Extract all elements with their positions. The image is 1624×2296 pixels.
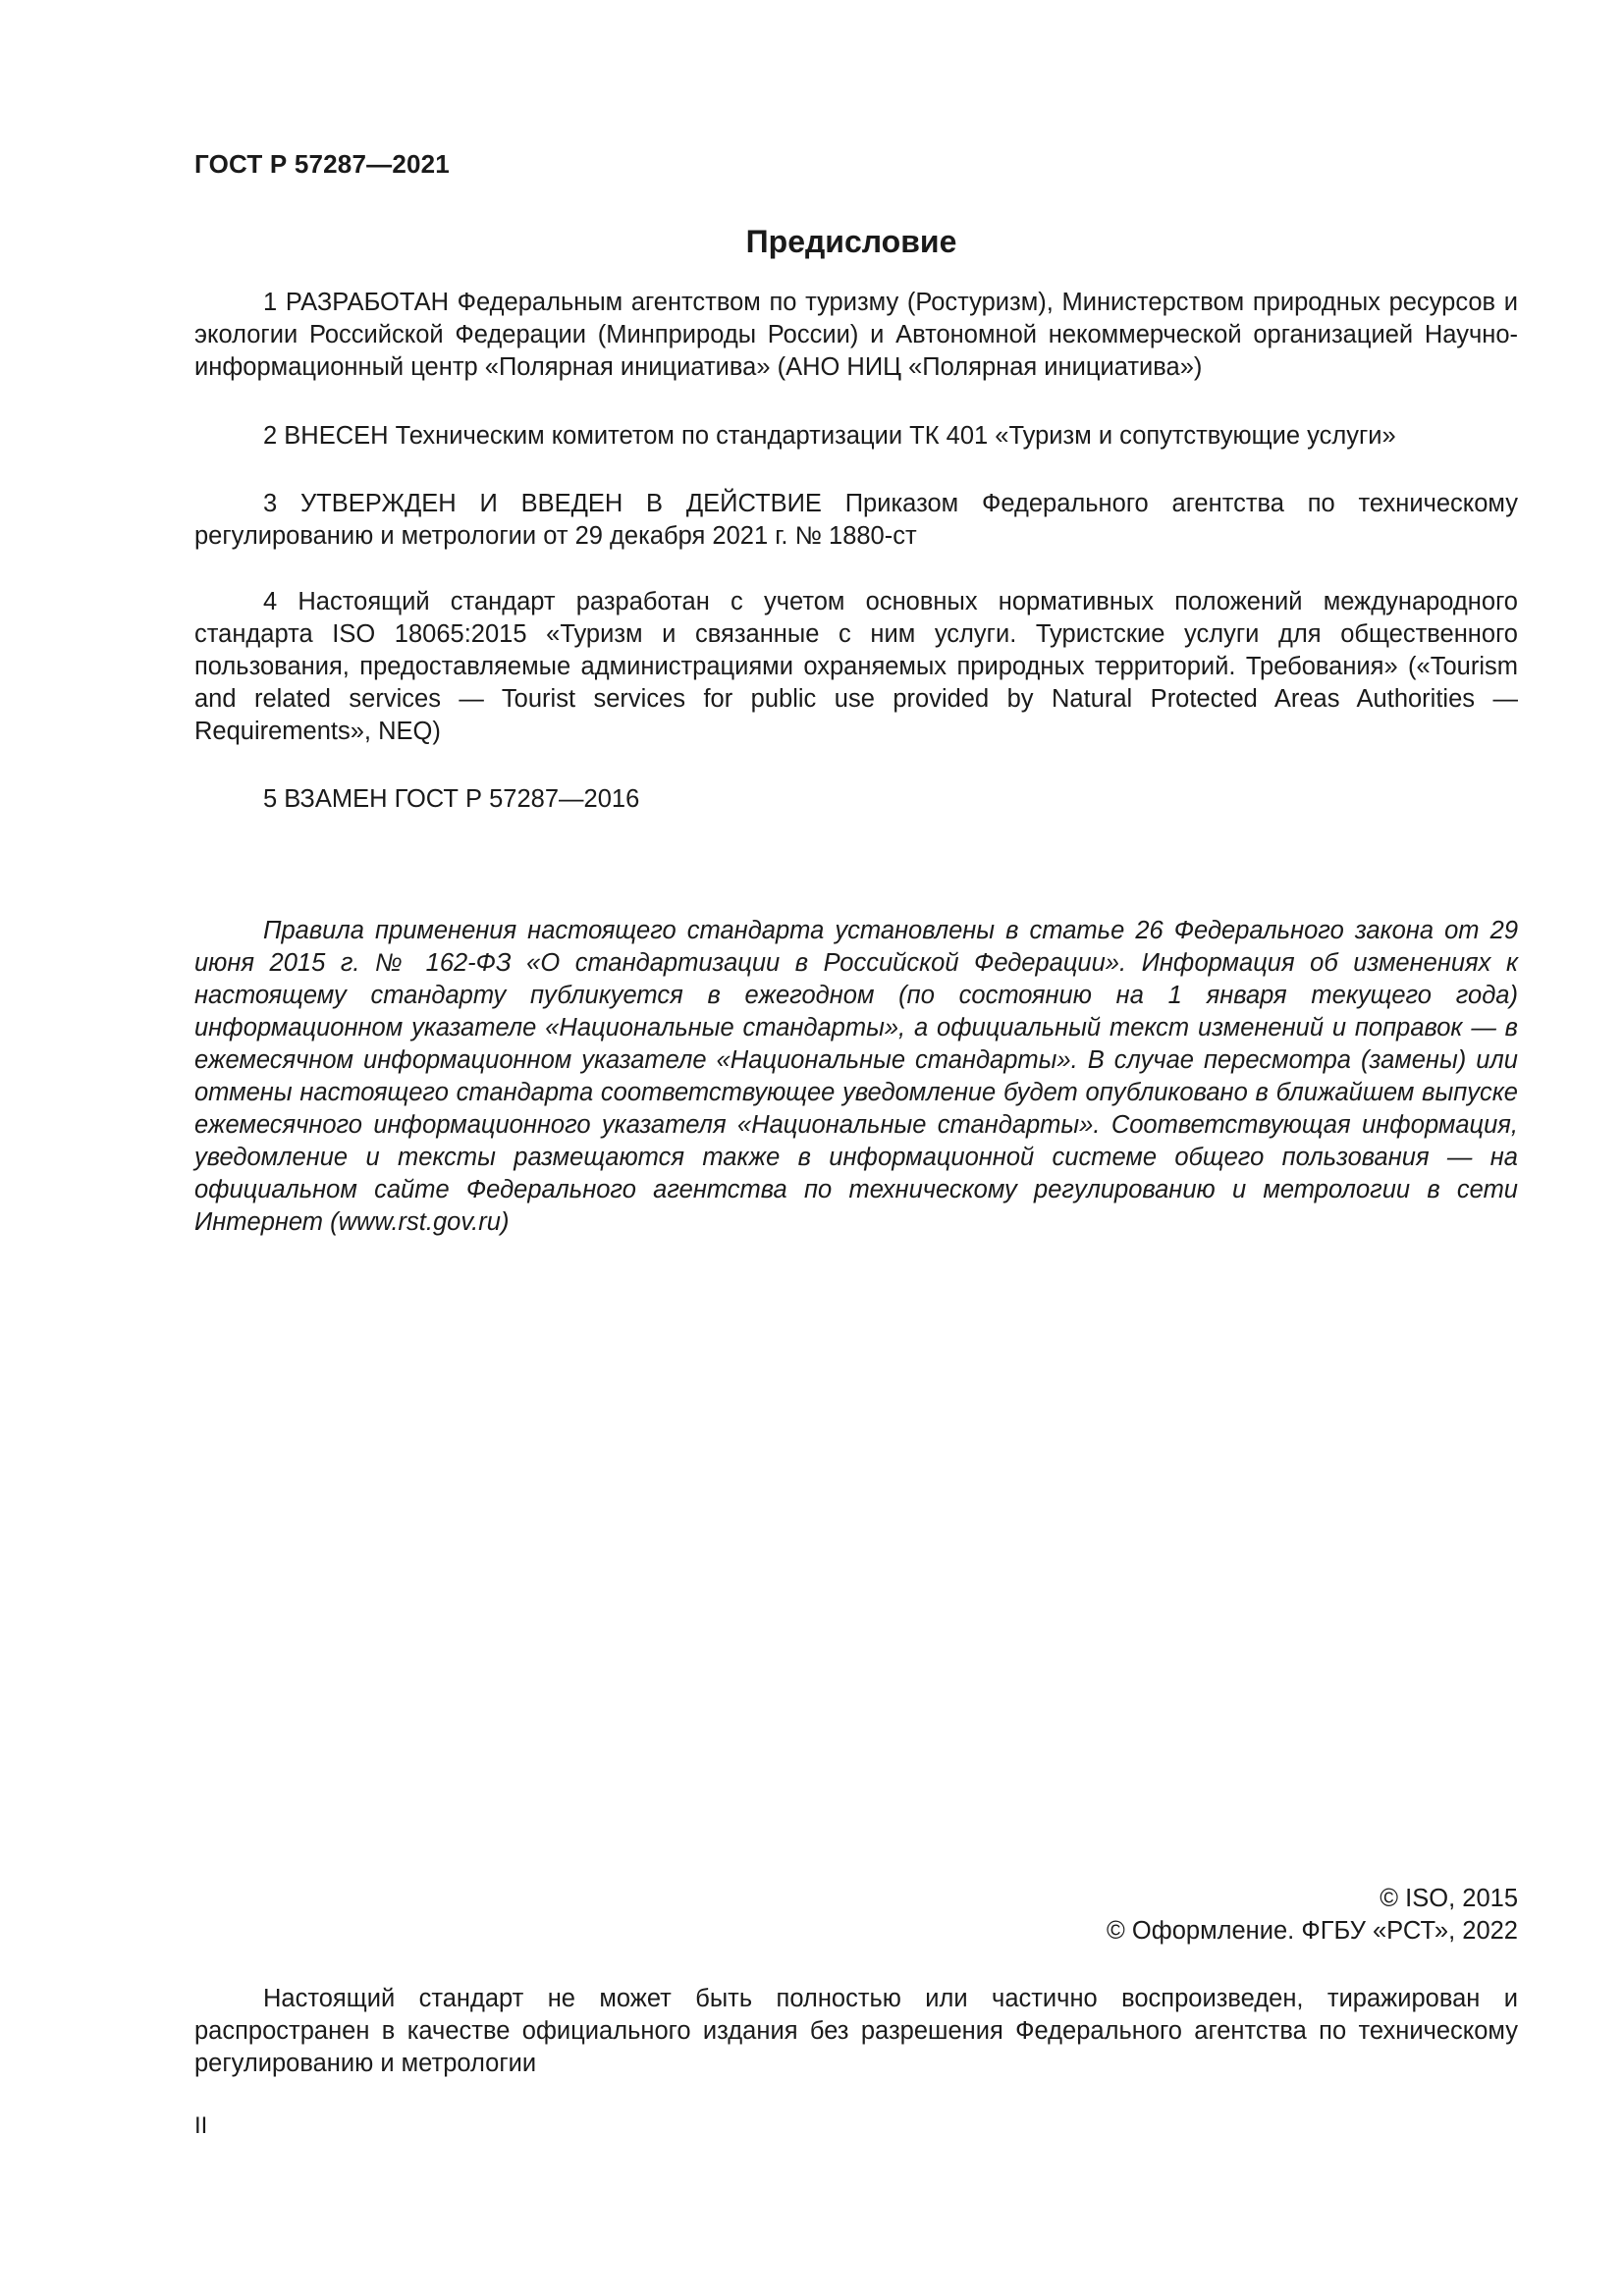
foreword-item-text: 2 ВНЕСЕН Техническим комитетом по стандартизации ТК 401 «Туризм и сопутствующие услуги» xyxy=(263,422,1396,450)
foreword-item-1 xyxy=(194,287,1518,384)
foreword-item-2 xyxy=(194,420,1518,453)
foreword-item-text: 5 ВЗАМЕН ГОСТ Р 57287—2016 xyxy=(263,785,640,813)
foreword-item-text: 3 УТВЕРЖДЕН И ВВЕДЕН В ДЕЙСТВИЕ Приказом Федерального агентства по техническому регулированию и метрологии от 29 декабря 2021 г. № 1880-ст xyxy=(194,490,1518,550)
application-rules-text: Правила применения настоящего стандарта установлены в статье 26 Федерального закона от 29 июня 2015 г. № 162-ФЗ «О стандартизации в Российской Федерации». Информация об изменениях к настоящему стандарту публикуется в ежегодном (по состоянию на 1 января текущего года) информационном указателе «Национальные стандарты», а официальный текст изменений и поправок — в ежемесячном информационном указателе «Национальные стандарты». В случае пересмотра (замены) или отмены настоящего стандарта соответствующее уведомление будет опубликовано в ближайшем выпуске ежемесячного информационного указателя «Национальные стандарты». Соответствующая информация, уведомление и тексты размещаются также в информационной системе общего пользования — на официальном сайте Федерального агентства по техническому регулированию и метрологии в сети Интернет (www.rst.gov.ru) xyxy=(194,917,1518,1236)
page-number: II xyxy=(194,2112,208,2139)
reproduction-notice-block xyxy=(194,1983,1518,2080)
copyright-block xyxy=(194,1883,1518,1948)
foreword-item-text: 4 Настоящий стандарт разработан с учетом основных нормативных положений международного стандарта ISO 18065:2015 «Туризм и связанные с ним услуги. Туристские услуги для общественного пользования, предоставляемые администрациями охраняемых природных территорий. Требования» («Tourism and related services — Tourist services for public use provided by Natural Protected Areas Authorities — Requirements», NEQ) xyxy=(194,588,1518,745)
foreword-item-4 xyxy=(194,586,1518,748)
reproduction-notice-text: Настоящий стандарт не может быть полностью или частично воспроизведен, тиражирован и распространен в качестве официального издания без разрешения Федерального агентства по техническому регулированию и метрологии xyxy=(194,1985,1518,2077)
document-code: ГОСТ Р 57287—2021 xyxy=(194,149,450,179)
copyright-design: © Оформление. ФГБУ «РСТ», 2022 xyxy=(1107,1917,1518,1945)
page-title: Предисловие xyxy=(745,224,957,259)
application-rules-block xyxy=(194,915,1518,1239)
foreword-item-5 xyxy=(194,783,1518,816)
foreword-item-3 xyxy=(194,488,1518,553)
copyright-iso: © ISO, 2015 xyxy=(1380,1885,1518,1912)
foreword-item-text: 1 РАЗРАБОТАН Федеральным агентством по туризму (Ростуризм), Министерством природных ресурсов и экологии Российской Федерации (Минприроды России) и Автономной некоммерческой организацией Научно-информационный центр «Полярная инициатива» (АНО НИЦ «Полярная инициатива») xyxy=(194,289,1518,381)
